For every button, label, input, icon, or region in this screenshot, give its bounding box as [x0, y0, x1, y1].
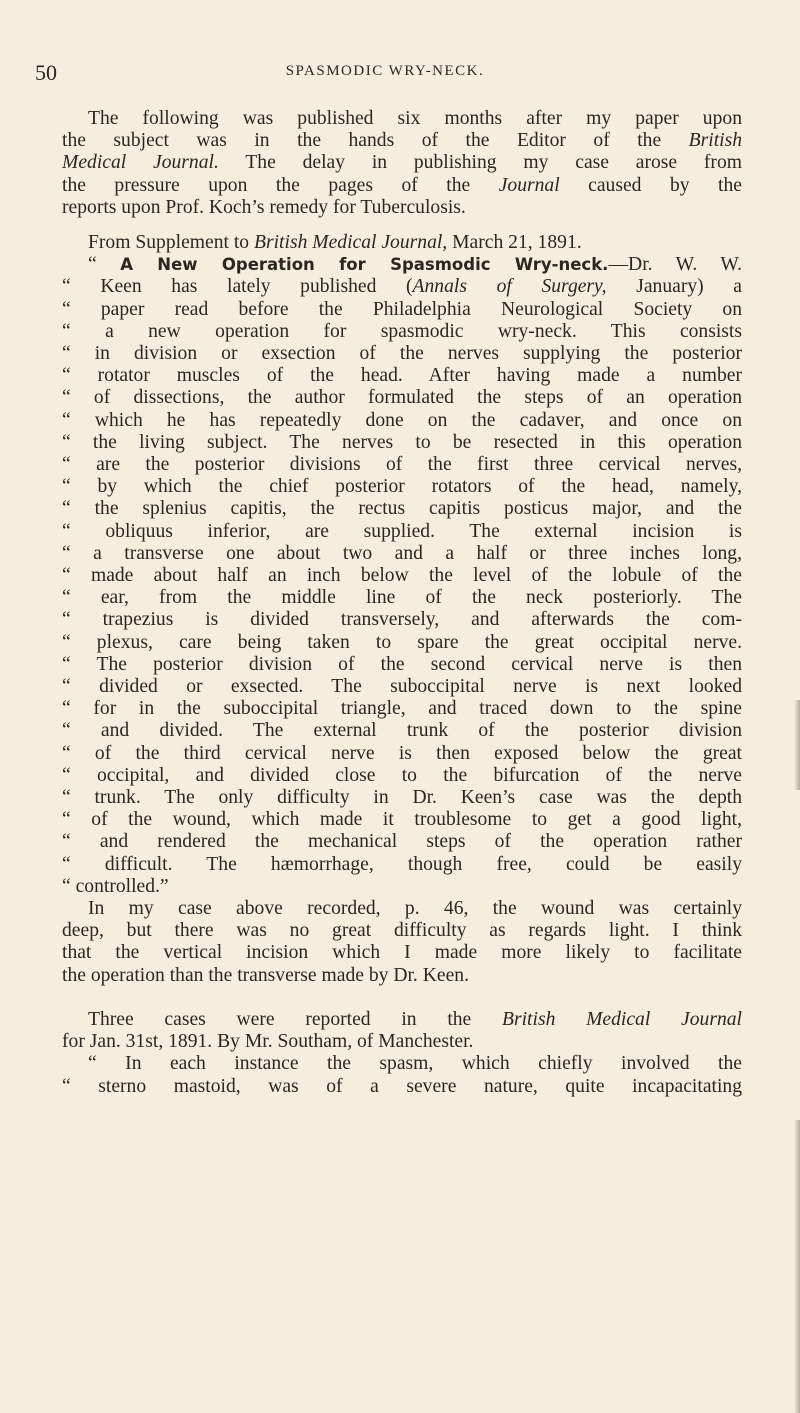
text-line: Medical Journal. The delay in publishing my case arose from: [62, 152, 742, 174]
journal-name: British: [688, 130, 743, 152]
text-line: “ of the third cervical nerve is then exposed below the great: [62, 742, 742, 764]
text-line: deep, but there was no great difficulty as regards light. I think: [62, 920, 742, 942]
text-line: “ of dissections, the author formulated the steps of an operation: [62, 387, 742, 409]
page-number: 50: [35, 60, 57, 85]
journal-name: Medical Journal.: [62, 152, 219, 174]
text-line: “ obliquus inferior, are supplied. The external incision is: [62, 520, 742, 542]
journal-name: Journal: [498, 174, 560, 196]
source-citation: From Supplement to British Medical Journal, March 21, 1891.: [88, 232, 582, 253]
text-line: “ controlled.”: [62, 875, 169, 897]
text-line: “ difficult. The hæmorrhage, though free, could be easily: [62, 853, 742, 875]
text-line: “ a transverse one about two and a half or three inches long,: [62, 542, 742, 564]
page-edge-shadow: [794, 700, 800, 790]
text-line: “ in division or exsection of the nerves supplying the posterior: [62, 343, 742, 365]
text-line: “ are the posterior divisions of the first three cervical nerves,: [62, 454, 742, 476]
text-line: reports upon Prof. Koch’s remedy for Tuberculosis.: [62, 196, 466, 218]
text-line: the pressure upon the pages of the Journal caused by the: [62, 174, 742, 196]
text-line: “ the living subject. The nerves to be resected in this operation: [62, 431, 742, 453]
text-line: “ plexus, care being taken to spare the great occipital nerve.: [62, 631, 742, 653]
supplement-quotation: [62, 232, 742, 898]
page-edge-shadow: [794, 1120, 800, 1413]
text-line: “ of the wound, which made it troublesome to get a good light,: [62, 809, 742, 831]
intro-paragraph: [62, 108, 742, 219]
text-line: “ divided or exsected. The suboccipital nerve is next looked: [62, 676, 742, 698]
text-line: “ and rendered the mechanical steps of the operation rather: [62, 831, 742, 853]
page-header: [35, 60, 735, 88]
text-line: “ by which the chief posterior rotators of the head, namely,: [62, 476, 742, 498]
text-line: “ trunk. The only difficulty in Dr. Keen’s case was the depth: [62, 787, 742, 809]
text-line: “ occipital, and divided close to the bifurcation of the nerve: [62, 764, 742, 786]
text-line: In my case above recorded, p. 46, the wound was certainly: [88, 898, 742, 919]
text-line: “ made about half an inch below the level of the lobule of the: [62, 565, 742, 587]
article-title: A New Operation for Spasmodic Wry-neck.: [120, 255, 609, 275]
text-line: “ rotator muscles of the head. After having made a number: [62, 365, 742, 387]
southam-paragraph: [62, 1009, 742, 1098]
text-line: “ Keen has lately published (Annals of Surgery, January) a: [62, 276, 743, 298]
text-line: “ The posterior division of the second cervical nerve is then: [62, 653, 742, 675]
text-line: “ ear, from the middle line of the neck posteriorly. The: [62, 587, 742, 609]
text-line: “ which he has repeatedly done on the cadaver, and once on: [62, 409, 742, 431]
running-title: SPASMODIC WRY-NECK.: [285, 63, 485, 79]
text-line: Three cases were reported in the British Medical Journal: [88, 1009, 742, 1030]
text-line: “ a new operation for spasmodic wry-neck. This consists: [62, 320, 742, 342]
text-line: “ trapezius is divided transversely, and afterwards the com-: [62, 609, 742, 631]
text-line: for Jan. 31st, 1891. By Mr. Southam, of Manchester.: [62, 1031, 474, 1053]
text-line: “ the splenius capitis, the rectus capitis posticus major, and the: [62, 498, 742, 520]
text-line: The following was published six months after my paper upon: [88, 108, 742, 129]
text-line: the subject was in the hands of the Editor of the British: [62, 130, 743, 152]
text-line: “ sterno mastoid, was of a severe nature, quite incapacitating: [62, 1075, 742, 1097]
text-line: that the vertical incision which I made more likely to facilitate: [62, 942, 742, 964]
text-line: “ In each instance the spasm, which chiefly involved the: [88, 1053, 742, 1075]
comment-paragraph: [62, 898, 742, 987]
article-title-line: “ A New Operation for Spasmodic Wry-neck.—Dr. W. W.: [88, 254, 742, 276]
text-line: “ and divided. The external trunk of the posterior division: [62, 720, 742, 742]
journal-name: British Medical Journal: [502, 1009, 742, 1030]
text-line: the operation than the transverse made by Dr. Keen.: [62, 964, 469, 986]
text-line: “ for in the suboccipital triangle, and traced down to the spine: [62, 698, 742, 720]
text-line: “ paper read before the Philadelphia Neurological Society on: [62, 298, 742, 320]
